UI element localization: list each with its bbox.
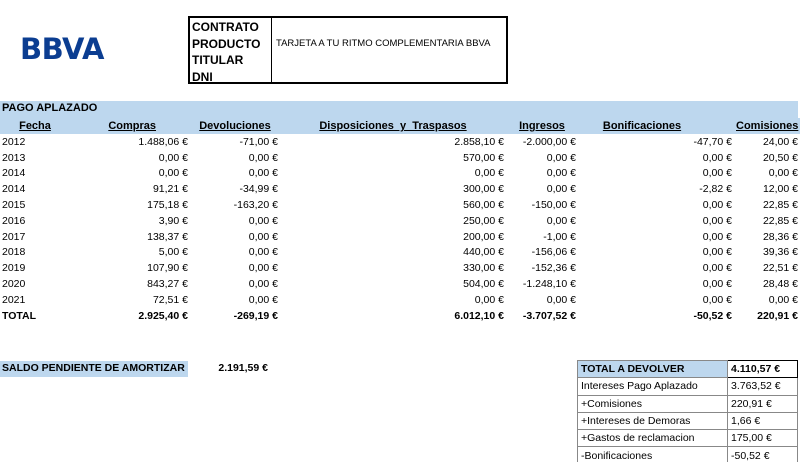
summary-value: 3.763,52 € [728, 378, 798, 395]
cell-bonificaciones: 0,00 € [702, 167, 732, 180]
cell-fecha: 2019 [2, 262, 26, 275]
cell-compras: 1.488,06 € [138, 135, 188, 148]
cell-disposiciones: 560,00 € [463, 199, 504, 212]
header-bonificaciones: Bonificaciones [578, 118, 734, 134]
cell-devoluciones: 0,00 € [248, 262, 278, 275]
table-header-row [0, 118, 800, 134]
cell-comisiones: 20,50 € [762, 151, 798, 164]
cell-ingresos: 0,00 € [546, 214, 576, 227]
info-label-dni: DNI [192, 69, 213, 84]
cell-comisiones: 0,00 € [768, 293, 798, 306]
cell-comisiones: 22,51 € [762, 262, 798, 275]
contract-info-box [188, 16, 508, 84]
cell-disposiciones: 0,00 € [474, 293, 504, 306]
header-fecha: Fecha [0, 118, 70, 134]
summary-body [578, 361, 798, 462]
table-row [0, 197, 800, 213]
table-row [0, 134, 800, 150]
cell-devoluciones: 0,00 € [248, 167, 278, 180]
cell-devoluciones: -71,00 € [239, 135, 278, 148]
cell-bonificaciones: 0,00 € [702, 262, 732, 275]
cell-bonificaciones: 0,00 € [702, 214, 732, 227]
cell-ingresos: -152,36 € [531, 262, 576, 275]
info-label-contrato: CONTRATO [192, 20, 259, 34]
cell-fecha: 2014 [2, 183, 26, 196]
cell-devoluciones: 0,00 € [248, 293, 278, 306]
cell-comisiones: 0,00 € [768, 167, 798, 180]
cell-ingresos: 0,00 € [546, 167, 576, 180]
cell-bonificaciones: -50,52 € [693, 309, 732, 322]
summary-row [578, 412, 798, 429]
table-row [0, 213, 800, 229]
cell-bonificaciones: -2,82 € [699, 183, 732, 196]
header-disposiciones: Disposiciones y Traspasos [280, 118, 506, 134]
cell-fecha: 2013 [2, 151, 26, 164]
cell-compras: 0,00 € [158, 167, 188, 180]
cell-fecha: TOTAL [2, 309, 37, 322]
summary-value: 175,00 € [728, 430, 798, 447]
summary-value: 220,91 € [728, 395, 798, 412]
cell-devoluciones: 0,00 € [248, 278, 278, 291]
table-row [0, 166, 800, 182]
cell-compras: 0,00 € [158, 151, 188, 164]
total-row [0, 308, 800, 324]
summary-label: TOTAL A DEVOLVER [578, 361, 728, 378]
table-row [0, 245, 800, 261]
info-value-producto: TARJETA A TU RITMO COMPLEMENTARIA BBVA [276, 37, 491, 49]
cell-comisiones: 220,91 € [757, 309, 798, 322]
cell-disposiciones: 6.012,10 € [454, 309, 504, 322]
cell-devoluciones: 0,00 € [248, 151, 278, 164]
section-title: PAGO APLAZADO [2, 102, 98, 114]
cell-ingresos: -150,00 € [531, 199, 576, 212]
info-label-titular: TITULAR [192, 53, 244, 67]
cell-disposiciones: 0,00 € [474, 167, 504, 180]
summary-value: -50,52 € [728, 447, 798, 462]
cell-disposiciones: 250,00 € [463, 214, 504, 227]
table-row [0, 260, 800, 276]
header-devoluciones: Devoluciones [190, 118, 280, 134]
cell-bonificaciones: -47,70 € [693, 135, 732, 148]
cell-comisiones: 24,00 € [762, 135, 798, 148]
table-row [0, 276, 800, 292]
cell-fecha: 2014 [2, 167, 26, 180]
cell-disposiciones: 330,00 € [463, 262, 504, 275]
section-band [0, 101, 798, 118]
cell-comisiones: 28,36 € [762, 230, 798, 243]
cell-bonificaciones: 0,00 € [702, 151, 732, 164]
info-value-dni [276, 69, 502, 86]
cell-bonificaciones: 0,00 € [702, 278, 732, 291]
summary-label: +Intereses de Demoras [578, 412, 728, 429]
cell-disposiciones: 570,00 € [463, 151, 504, 164]
cell-fecha: 2012 [2, 135, 26, 148]
summary-table [577, 360, 798, 462]
table-body [0, 134, 800, 324]
payments-table [0, 118, 800, 324]
cell-devoluciones: -163,20 € [233, 199, 278, 212]
cell-ingresos: -156,06 € [531, 246, 576, 259]
summary-row [578, 447, 798, 462]
cell-devoluciones: -269,19 € [233, 309, 278, 322]
cell-comisiones: 12,00 € [762, 183, 798, 196]
cell-fecha: 2015 [2, 199, 26, 212]
cell-disposiciones: 440,00 € [463, 246, 504, 259]
cell-ingresos: -2.000,00 € [522, 135, 576, 148]
cell-comisiones: 22,85 € [762, 214, 798, 227]
info-label-producto: PRODUCTO [192, 36, 261, 51]
cell-fecha: 2020 [2, 278, 26, 291]
summary-label: +Gastos de reclamacion [578, 430, 728, 447]
cell-devoluciones: 0,00 € [248, 246, 278, 259]
cell-disposiciones: 300,00 € [463, 183, 504, 196]
cell-ingresos: -3.707,52 € [522, 309, 576, 322]
summary-value: 1,66 € [728, 412, 798, 429]
cell-compras: 107,90 € [147, 262, 188, 275]
cell-devoluciones: 0,00 € [248, 214, 278, 227]
summary-row [578, 378, 798, 395]
cell-disposiciones: 504,00 € [463, 278, 504, 291]
cell-bonificaciones: 0,00 € [702, 246, 732, 259]
table-row [0, 229, 800, 245]
summary-row [578, 395, 798, 412]
cell-compras: 5,00 € [158, 246, 188, 259]
summary-label: -Bonificaciones [578, 447, 728, 462]
cell-disposiciones: 2.858,10 € [454, 135, 504, 148]
cell-compras: 3,90 € [158, 214, 188, 227]
cell-fecha: 2016 [2, 214, 26, 227]
summary-total-row [578, 361, 798, 378]
cell-fecha: 2017 [2, 230, 26, 243]
summary-label: Intereses Pago Aplazado [578, 378, 728, 395]
summary-value: 4.110,57 € [728, 361, 798, 378]
cell-disposiciones: 200,00 € [463, 230, 504, 243]
cell-ingresos: 0,00 € [546, 183, 576, 196]
info-value-contrato [276, 19, 502, 36]
summary-label: +Comisiones [578, 395, 728, 412]
saldo-label: SALDO PENDIENTE DE AMORTIZAR [2, 362, 185, 374]
header-comisiones: Comisiones [736, 120, 799, 132]
cell-devoluciones: 0,00 € [248, 230, 278, 243]
cell-devoluciones: -34,99 € [239, 183, 278, 196]
cell-ingresos: -1.248,10 € [522, 278, 576, 291]
cell-ingresos: 0,00 € [546, 293, 576, 306]
header-ingresos: Ingresos [506, 118, 578, 134]
cell-compras: 2.925,40 € [138, 309, 188, 322]
cell-bonificaciones: 0,00 € [702, 293, 732, 306]
info-value-titular [276, 52, 502, 69]
cell-comisiones: 28,48 € [762, 278, 798, 291]
cell-fecha: 2018 [2, 246, 26, 259]
cell-compras: 91,21 € [152, 183, 188, 196]
cell-bonificaciones: 0,00 € [702, 230, 732, 243]
cell-fecha: 2021 [2, 293, 26, 306]
table-row [0, 181, 800, 197]
table-row [0, 292, 800, 308]
saldo-value: 2.191,59 € [218, 362, 268, 374]
table-row [0, 150, 800, 166]
cell-ingresos: -1,00 € [543, 230, 576, 243]
cell-bonificaciones: 0,00 € [702, 199, 732, 212]
cell-ingresos: 0,00 € [546, 151, 576, 164]
cell-comisiones: 22,85 € [762, 199, 798, 212]
bbva-logo: BBVA [20, 32, 104, 66]
cell-comisiones: 39,36 € [762, 246, 798, 259]
summary-row [578, 430, 798, 447]
header-compras: Compras [70, 118, 190, 134]
info-values [272, 18, 506, 82]
info-labels [190, 18, 272, 82]
cell-compras: 138,37 € [147, 230, 188, 243]
cell-compras: 843,27 € [147, 278, 188, 291]
cell-compras: 72,51 € [152, 293, 188, 306]
cell-compras: 175,18 € [147, 199, 188, 212]
